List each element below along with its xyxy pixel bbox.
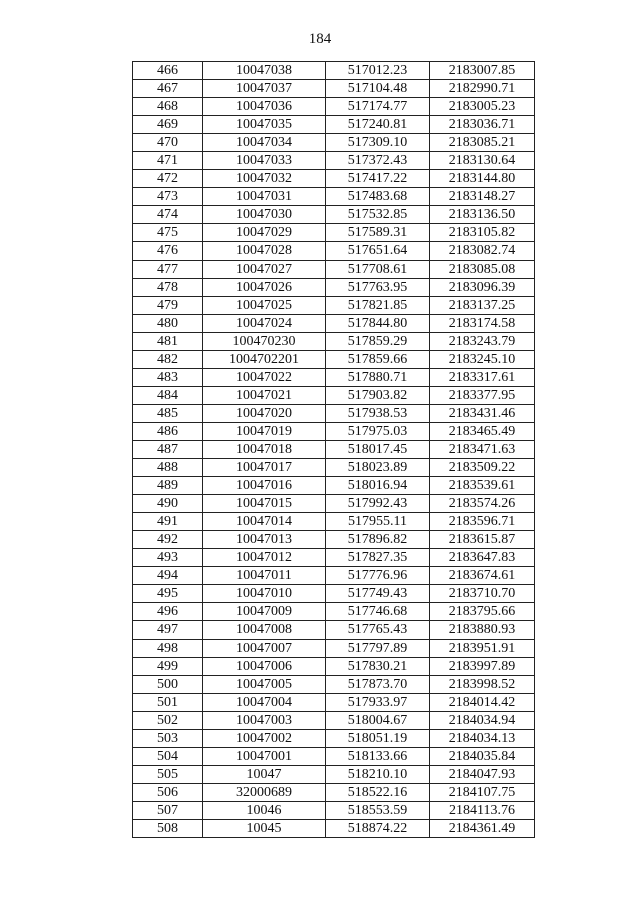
- y-coordinate-cell: 2183105.82: [430, 224, 535, 242]
- point-id-cell: 10047014: [203, 513, 326, 531]
- y-coordinate-cell: 2183174.58: [430, 314, 535, 332]
- table-row: [133, 639, 535, 657]
- point-id-cell: 10047032: [203, 170, 326, 188]
- x-coordinate-cell: 517765.43: [326, 621, 430, 639]
- y-coordinate-cell: 2183007.85: [430, 62, 535, 80]
- y-coordinate-cell: 2183377.95: [430, 386, 535, 404]
- y-coordinate-cell: 2184034.13: [430, 729, 535, 747]
- point-id-cell: 10047024: [203, 314, 326, 332]
- x-coordinate-cell: 517880.71: [326, 368, 430, 386]
- point-id-cell: 10047002: [203, 729, 326, 747]
- point-id-cell: 10047034: [203, 134, 326, 152]
- table-row: [133, 675, 535, 693]
- point-id-cell: 1004702201: [203, 350, 326, 368]
- y-coordinate-cell: 2183880.93: [430, 621, 535, 639]
- point-id-cell: 10047031: [203, 188, 326, 206]
- row-number-cell: 471: [133, 152, 203, 170]
- row-number-cell: 505: [133, 765, 203, 783]
- y-coordinate-cell: 2183539.61: [430, 477, 535, 495]
- row-number-cell: 478: [133, 278, 203, 296]
- y-coordinate-cell: 2183130.64: [430, 152, 535, 170]
- x-coordinate-cell: 517746.68: [326, 603, 430, 621]
- x-coordinate-cell: 518004.67: [326, 711, 430, 729]
- y-coordinate-cell: 2182990.71: [430, 80, 535, 98]
- x-coordinate-cell: 518874.22: [326, 819, 430, 837]
- point-id-cell: 10047013: [203, 531, 326, 549]
- y-coordinate-cell: 2183674.61: [430, 567, 535, 585]
- x-coordinate-cell: 518210.10: [326, 765, 430, 783]
- point-id-cell: 10047037: [203, 80, 326, 98]
- point-id-cell: 10047008: [203, 621, 326, 639]
- row-number-cell: 508: [133, 819, 203, 837]
- x-coordinate-cell: 517372.43: [326, 152, 430, 170]
- x-coordinate-cell: 518051.19: [326, 729, 430, 747]
- x-coordinate-cell: 518016.94: [326, 477, 430, 495]
- x-coordinate-cell: 517903.82: [326, 386, 430, 404]
- table-row: [133, 368, 535, 386]
- page-number: 184: [308, 31, 332, 47]
- table-row: [133, 404, 535, 422]
- row-number-cell: 497: [133, 621, 203, 639]
- row-number-cell: 483: [133, 368, 203, 386]
- point-id-cell: 10047021: [203, 386, 326, 404]
- y-coordinate-cell: 2184034.94: [430, 711, 535, 729]
- y-coordinate-cell: 2183574.26: [430, 495, 535, 513]
- table-row: [133, 657, 535, 675]
- row-number-cell: 472: [133, 170, 203, 188]
- row-number-cell: 486: [133, 422, 203, 440]
- point-id-cell: 10047012: [203, 549, 326, 567]
- table-row: [133, 170, 535, 188]
- table-row: [133, 422, 535, 440]
- y-coordinate-cell: 2184047.93: [430, 765, 535, 783]
- x-coordinate-cell: 517821.85: [326, 296, 430, 314]
- table-row: [133, 729, 535, 747]
- point-id-cell: 10047: [203, 765, 326, 783]
- x-coordinate-cell: 517309.10: [326, 134, 430, 152]
- table-row: [133, 296, 535, 314]
- x-coordinate-cell: 517933.97: [326, 693, 430, 711]
- x-coordinate-cell: 517240.81: [326, 116, 430, 134]
- x-coordinate-cell: 518023.89: [326, 459, 430, 477]
- x-coordinate-cell: 518553.59: [326, 801, 430, 819]
- row-number-cell: 493: [133, 549, 203, 567]
- point-id-cell: 10047035: [203, 116, 326, 134]
- x-coordinate-cell: 517651.64: [326, 242, 430, 260]
- y-coordinate-cell: 2183431.46: [430, 404, 535, 422]
- point-id-cell: 32000689: [203, 783, 326, 801]
- point-id-cell: 10047036: [203, 98, 326, 116]
- y-coordinate-cell: 2183082.74: [430, 242, 535, 260]
- x-coordinate-cell: 517483.68: [326, 188, 430, 206]
- point-id-cell: 10047022: [203, 368, 326, 386]
- row-number-cell: 480: [133, 314, 203, 332]
- y-coordinate-cell: 2183036.71: [430, 116, 535, 134]
- y-coordinate-cell: 2183137.25: [430, 296, 535, 314]
- table-row: [133, 621, 535, 639]
- point-id-cell: 10047006: [203, 657, 326, 675]
- y-coordinate-cell: 2183647.83: [430, 549, 535, 567]
- point-id-cell: 10047025: [203, 296, 326, 314]
- point-id-cell: 10047007: [203, 639, 326, 657]
- table-row: [133, 603, 535, 621]
- table-row: [133, 765, 535, 783]
- x-coordinate-cell: 517776.96: [326, 567, 430, 585]
- x-coordinate-cell: 517859.66: [326, 350, 430, 368]
- row-number-cell: 495: [133, 585, 203, 603]
- x-coordinate-cell: 517859.29: [326, 332, 430, 350]
- x-coordinate-cell: 517532.85: [326, 206, 430, 224]
- row-number-cell: 481: [133, 332, 203, 350]
- y-coordinate-cell: 2183795.66: [430, 603, 535, 621]
- table-row: [133, 98, 535, 116]
- y-coordinate-cell: 2183509.22: [430, 459, 535, 477]
- table-row: [133, 260, 535, 278]
- table-row: [133, 152, 535, 170]
- x-coordinate-cell: 517827.35: [326, 549, 430, 567]
- point-id-cell: 10047020: [203, 404, 326, 422]
- row-number-cell: 500: [133, 675, 203, 693]
- row-number-cell: 499: [133, 657, 203, 675]
- row-number-cell: 494: [133, 567, 203, 585]
- table-row: [133, 477, 535, 495]
- x-coordinate-cell: 517763.95: [326, 278, 430, 296]
- x-coordinate-cell: 517174.77: [326, 98, 430, 116]
- coordinates-table: [132, 61, 535, 838]
- row-number-cell: 496: [133, 603, 203, 621]
- x-coordinate-cell: 517896.82: [326, 531, 430, 549]
- table-row: [133, 224, 535, 242]
- y-coordinate-cell: 2183136.50: [430, 206, 535, 224]
- y-coordinate-cell: 2183148.27: [430, 188, 535, 206]
- table-row: [133, 440, 535, 458]
- point-id-cell: 10047029: [203, 224, 326, 242]
- row-number-cell: 473: [133, 188, 203, 206]
- table-row: [133, 801, 535, 819]
- row-number-cell: 475: [133, 224, 203, 242]
- y-coordinate-cell: 2183085.08: [430, 260, 535, 278]
- point-id-cell: 10047026: [203, 278, 326, 296]
- y-coordinate-cell: 2184113.76: [430, 801, 535, 819]
- row-number-cell: 501: [133, 693, 203, 711]
- x-coordinate-cell: 517975.03: [326, 422, 430, 440]
- y-coordinate-cell: 2184107.75: [430, 783, 535, 801]
- y-coordinate-cell: 2183951.91: [430, 639, 535, 657]
- table-row: [133, 206, 535, 224]
- point-id-cell: 10046: [203, 801, 326, 819]
- point-id-cell: 10047016: [203, 477, 326, 495]
- table-row: [133, 693, 535, 711]
- y-coordinate-cell: 2183005.23: [430, 98, 535, 116]
- point-id-cell: 10047027: [203, 260, 326, 278]
- table-row: [133, 531, 535, 549]
- row-number-cell: 470: [133, 134, 203, 152]
- x-coordinate-cell: 517589.31: [326, 224, 430, 242]
- row-number-cell: 492: [133, 531, 203, 549]
- row-number-cell: 488: [133, 459, 203, 477]
- x-coordinate-cell: 517938.53: [326, 404, 430, 422]
- row-number-cell: 476: [133, 242, 203, 260]
- y-coordinate-cell: 2183245.10: [430, 350, 535, 368]
- row-number-cell: 503: [133, 729, 203, 747]
- y-coordinate-cell: 2184014.42: [430, 693, 535, 711]
- y-coordinate-cell: 2183085.21: [430, 134, 535, 152]
- table-row: [133, 188, 535, 206]
- x-coordinate-cell: 517992.43: [326, 495, 430, 513]
- x-coordinate-cell: 517749.43: [326, 585, 430, 603]
- y-coordinate-cell: 2183997.89: [430, 657, 535, 675]
- point-id-cell: 10047015: [203, 495, 326, 513]
- table-row: [133, 116, 535, 134]
- y-coordinate-cell: 2183615.87: [430, 531, 535, 549]
- table-row: [133, 585, 535, 603]
- y-coordinate-cell: 2183710.70: [430, 585, 535, 603]
- point-id-cell: 10047028: [203, 242, 326, 260]
- table-row: [133, 386, 535, 404]
- row-number-cell: 507: [133, 801, 203, 819]
- table-row: [133, 278, 535, 296]
- row-number-cell: 469: [133, 116, 203, 134]
- row-number-cell: 485: [133, 404, 203, 422]
- point-id-cell: 10047019: [203, 422, 326, 440]
- point-id-cell: 10047009: [203, 603, 326, 621]
- point-id-cell: 10047017: [203, 459, 326, 477]
- row-number-cell: 477: [133, 260, 203, 278]
- table-row: [133, 549, 535, 567]
- point-id-cell: 10047004: [203, 693, 326, 711]
- table-row: [133, 783, 535, 801]
- coordinates-table-body: [133, 62, 535, 838]
- point-id-cell: 10047001: [203, 747, 326, 765]
- row-number-cell: 474: [133, 206, 203, 224]
- y-coordinate-cell: 2184361.49: [430, 819, 535, 837]
- table-row: [133, 819, 535, 837]
- table-row: [133, 314, 535, 332]
- x-coordinate-cell: 517417.22: [326, 170, 430, 188]
- point-id-cell: 10047018: [203, 440, 326, 458]
- x-coordinate-cell: 517844.80: [326, 314, 430, 332]
- table-row: [133, 332, 535, 350]
- row-number-cell: 482: [133, 350, 203, 368]
- y-coordinate-cell: 2183596.71: [430, 513, 535, 531]
- x-coordinate-cell: 517012.23: [326, 62, 430, 80]
- row-number-cell: 479: [133, 296, 203, 314]
- point-id-cell: 10047030: [203, 206, 326, 224]
- x-coordinate-cell: 517797.89: [326, 639, 430, 657]
- point-id-cell: 10047003: [203, 711, 326, 729]
- x-coordinate-cell: 517104.48: [326, 80, 430, 98]
- point-id-cell: 10047033: [203, 152, 326, 170]
- y-coordinate-cell: 2183096.39: [430, 278, 535, 296]
- row-number-cell: 491: [133, 513, 203, 531]
- table-row: [133, 513, 535, 531]
- point-id-cell: 10047038: [203, 62, 326, 80]
- point-id-cell: 10047005: [203, 675, 326, 693]
- x-coordinate-cell: 518017.45: [326, 440, 430, 458]
- x-coordinate-cell: 517873.70: [326, 675, 430, 693]
- table-row: [133, 80, 535, 98]
- row-number-cell: 498: [133, 639, 203, 657]
- row-number-cell: 490: [133, 495, 203, 513]
- table-row: [133, 747, 535, 765]
- y-coordinate-cell: 2183317.61: [430, 368, 535, 386]
- x-coordinate-cell: 517955.11: [326, 513, 430, 531]
- table-row: [133, 567, 535, 585]
- row-number-cell: 489: [133, 477, 203, 495]
- row-number-cell: 467: [133, 80, 203, 98]
- table-row: [133, 134, 535, 152]
- x-coordinate-cell: 517830.21: [326, 657, 430, 675]
- point-id-cell: 10047011: [203, 567, 326, 585]
- y-coordinate-cell: 2184035.84: [430, 747, 535, 765]
- table-row: [133, 242, 535, 260]
- row-number-cell: 484: [133, 386, 203, 404]
- x-coordinate-cell: 518522.16: [326, 783, 430, 801]
- row-number-cell: 504: [133, 747, 203, 765]
- point-id-cell: 10047010: [203, 585, 326, 603]
- table-row: [133, 350, 535, 368]
- table-row: [133, 62, 535, 80]
- point-id-cell: 100470230: [203, 332, 326, 350]
- row-number-cell: 468: [133, 98, 203, 116]
- point-id-cell: 10045: [203, 819, 326, 837]
- y-coordinate-cell: 2183465.49: [430, 422, 535, 440]
- row-number-cell: 466: [133, 62, 203, 80]
- y-coordinate-cell: 2183243.79: [430, 332, 535, 350]
- table-row: [133, 459, 535, 477]
- y-coordinate-cell: 2183471.63: [430, 440, 535, 458]
- table-row: [133, 495, 535, 513]
- y-coordinate-cell: 2183998.52: [430, 675, 535, 693]
- row-number-cell: 487: [133, 440, 203, 458]
- table-row: [133, 711, 535, 729]
- y-coordinate-cell: 2183144.80: [430, 170, 535, 188]
- x-coordinate-cell: 517708.61: [326, 260, 430, 278]
- x-coordinate-cell: 518133.66: [326, 747, 430, 765]
- row-number-cell: 502: [133, 711, 203, 729]
- row-number-cell: 506: [133, 783, 203, 801]
